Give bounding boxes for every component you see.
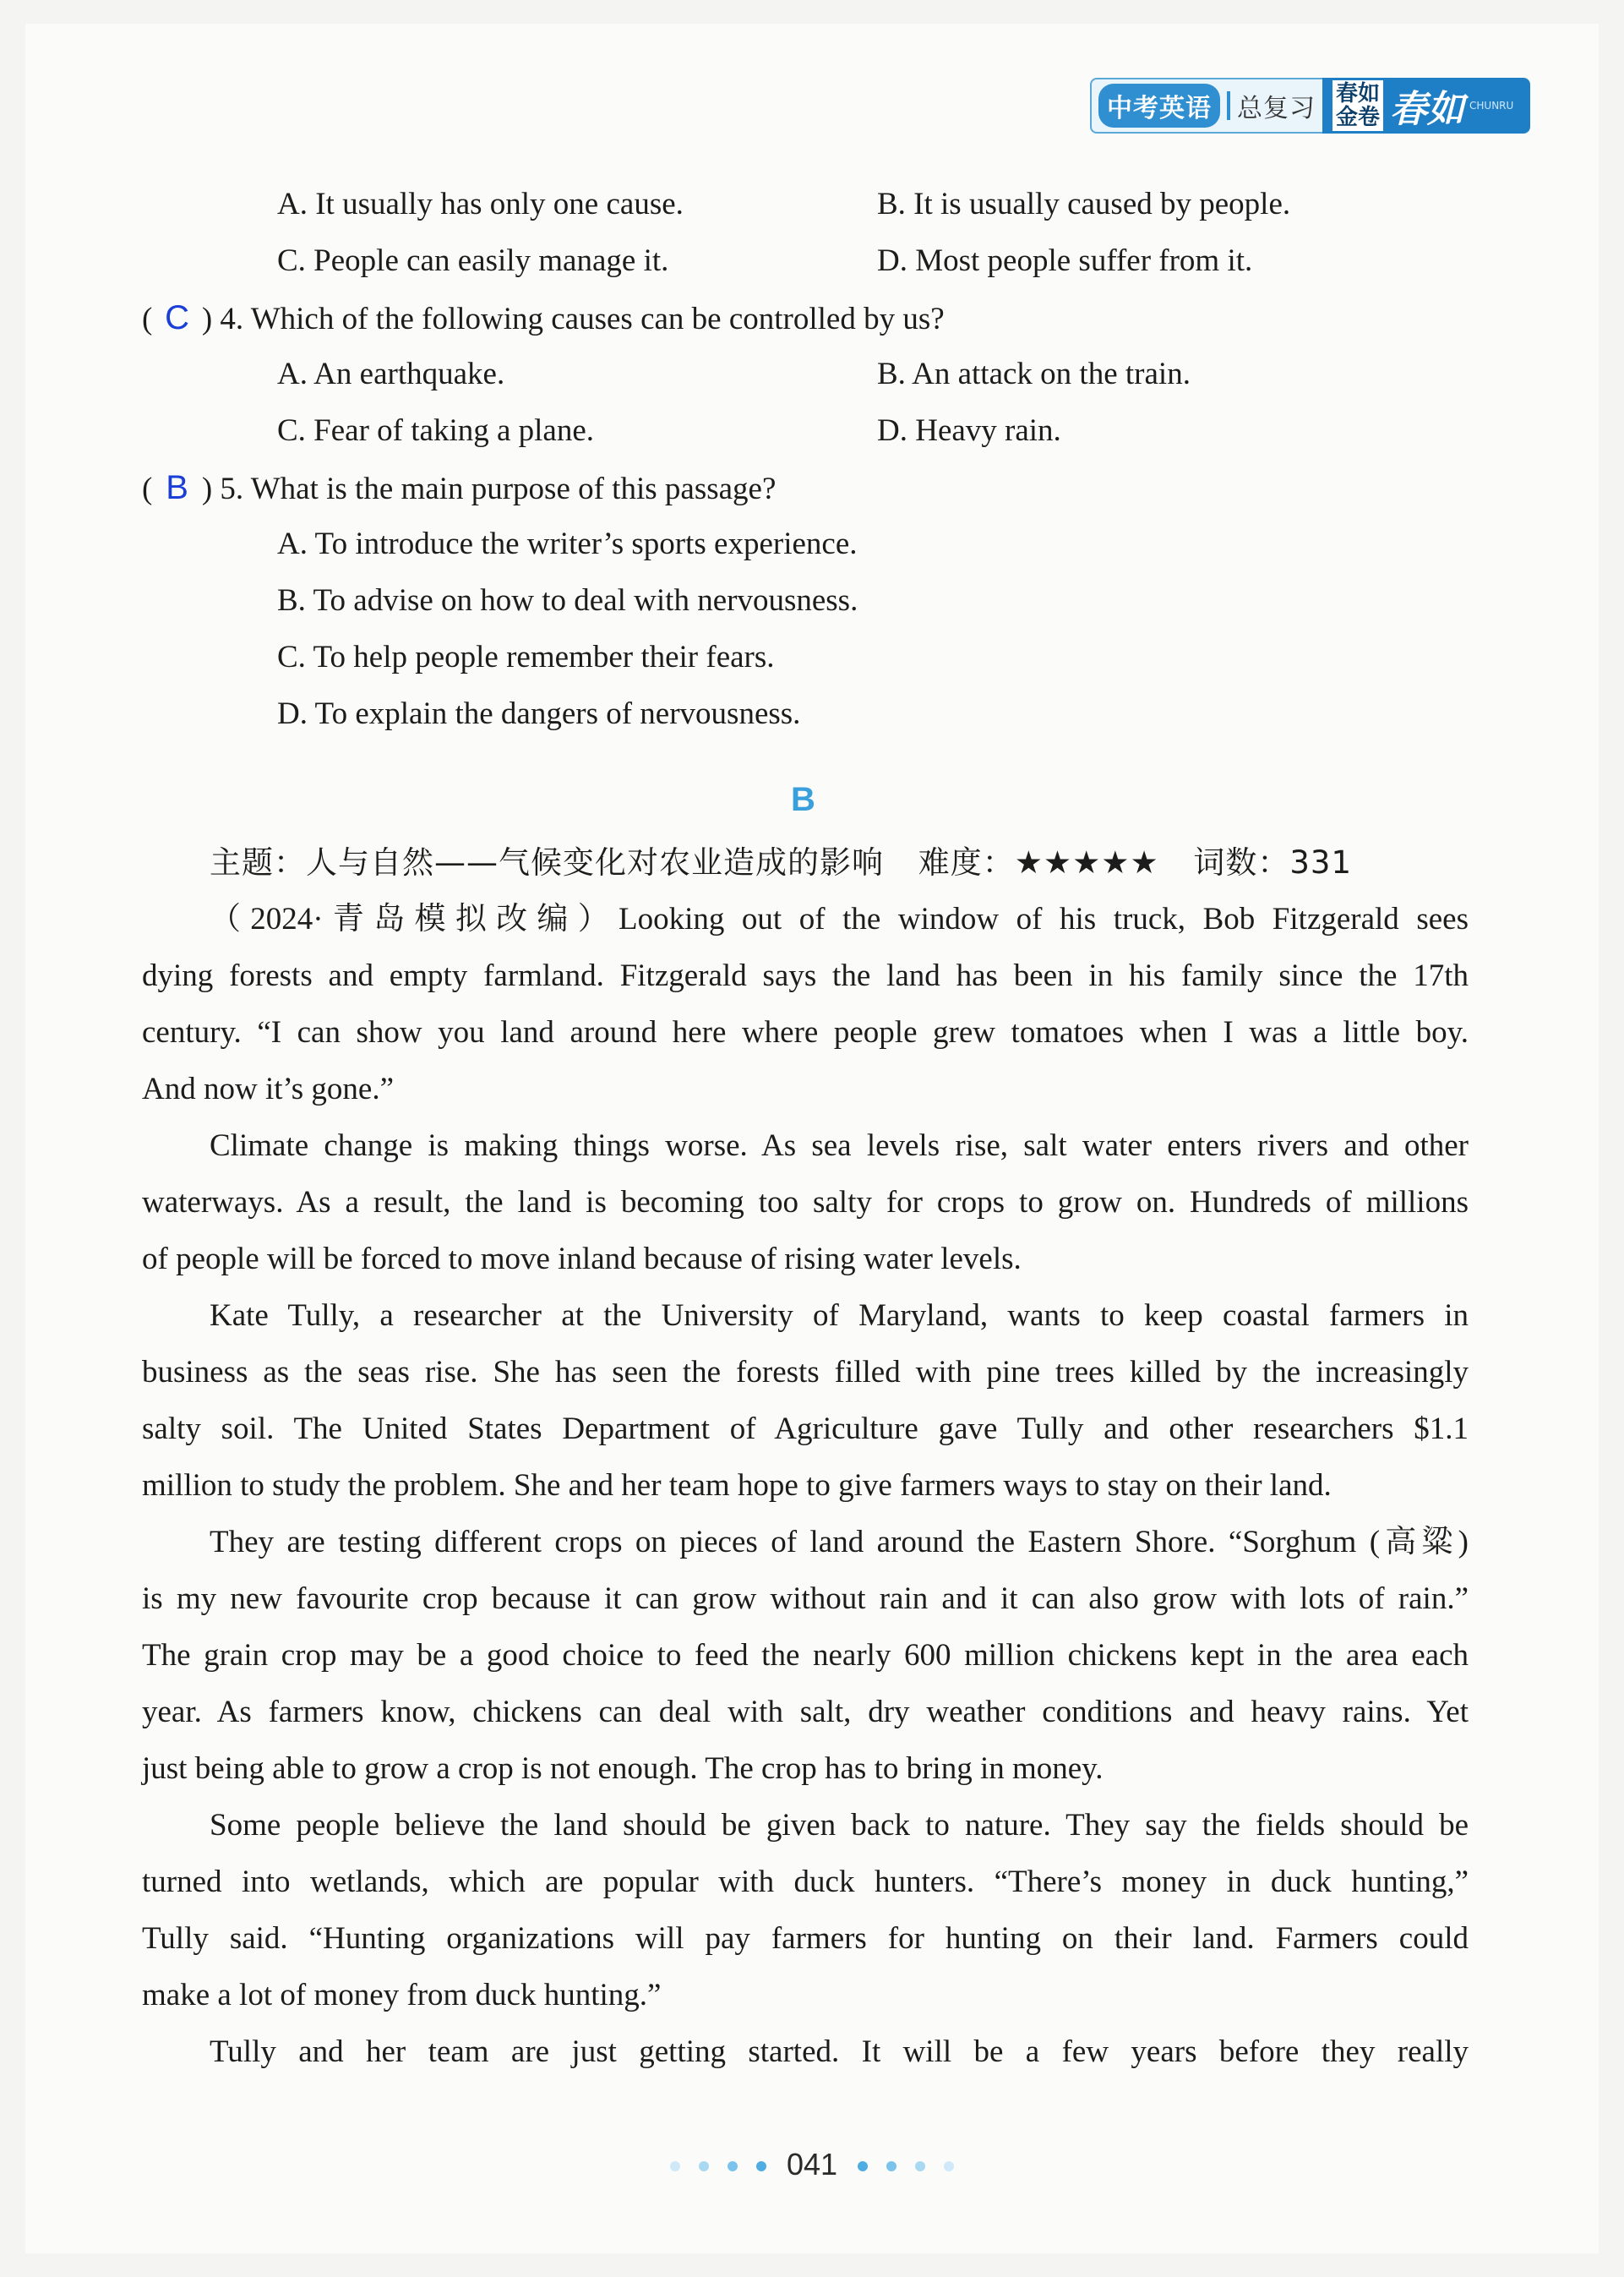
q5-option-b: B. To advise on how to deal with nervousness.	[277, 583, 858, 618]
answer-mark-q4: C	[165, 299, 190, 336]
q3-option-c: C. People can easily manage it.	[277, 243, 669, 278]
brand-stack: 春如 金卷	[1332, 80, 1383, 131]
passage-paragraph-3: Kate Tully, a researcher at the University of Maryland, wants to keep coastal farmers in business as the seas rise. She has seen the forests filled with pine trees killed by the increasingly salty soil. The United States Department of Agriculture gave Tully and other researchers $1.1 million to study the problem. She and her team hope to give farmers ways to stay on their land.	[142, 1298, 1469, 1503]
header-series: 中考英语	[1098, 84, 1220, 128]
passage-paragraph-4: They are testing different crops on pieces of land around the Eastern Shore. “Sorghum (高粱) is my new favourite crop because it can grow without rain and it can also grow with lots of rain.” The grain crop may be a good choice to feed the nearly 600 million chickens kept in the area each year. As farmers know, chickens can deal with salt, dry weather conditions and heavy rains. Yet just being able to grow a crop is not enough. The crop has to bring in money.	[142, 1525, 1469, 1786]
passage-difficulty: 难度：★★★★★	[918, 844, 1159, 881]
dot-icon	[728, 2161, 738, 2171]
dot-icon	[886, 2161, 896, 2171]
q3-option-d: D. Most people suffer from it.	[877, 243, 1253, 278]
dot-icon	[670, 2161, 680, 2171]
passage-paragraph-6: Tully and her team are just getting started. It will be a few years before they really	[210, 2034, 1469, 2069]
passage-paragraph-2: Climate change is making things worse. As sea levels rise, salt water enters rivers and other waterways. As a result, the land is becoming too salty for crops to grow on. Hundreds of millions of people will be forced to move inland because of rising water levels.	[142, 1128, 1469, 1276]
q5-option-a: A. To introduce the writer’s sports experience.	[277, 527, 858, 561]
page-number: 041	[786, 2147, 838, 2181]
brand-small-text: CHUNRU	[1469, 100, 1514, 112]
question-5: ( B ) 5. What is the main purpose of this passage?	[142, 469, 777, 506]
dot-icon	[944, 2161, 954, 2171]
q4-option-b: B. An attack on the train.	[877, 357, 1191, 391]
header-badge	[1090, 78, 1530, 134]
passage-topic: 主题：人与自然——气候变化对农业造成的影响	[210, 844, 884, 881]
q4-option-c: C. Fear of taking a plane.	[277, 413, 595, 448]
dot-icon	[756, 2161, 766, 2171]
passage-meta	[210, 837, 1376, 882]
header-divider	[1227, 91, 1230, 120]
q4-option-d: D. Heavy rain.	[877, 413, 1061, 448]
question-5-text: ) 5. What is the main purpose of this passage?	[201, 472, 777, 506]
brand-script: 春如	[1390, 88, 1465, 131]
header-series-tag	[1090, 78, 1322, 134]
question-4-text: ) 4. Which of the following causes can be controlled by us?	[201, 302, 945, 336]
q5-option-d: D. To explain the dangers of nervousness.	[277, 696, 801, 731]
q4-option-a: A. An earthquake.	[277, 357, 505, 391]
section-letter: B	[791, 781, 815, 818]
dot-icon	[915, 2161, 925, 2171]
brand-logo	[1322, 78, 1530, 134]
dot-icon	[699, 2161, 709, 2171]
page-footer	[0, 2147, 1624, 2182]
passage-paragraph-5: Some people believe the land should be given back to nature. They say the fields should be turned into wetlands, which are popular with duck hunters. “There’s money in duck hunting,” Tully said. “Hunting organizations will pay farmers for hunting on their land. Farmers could make a lot of money from duck hunting.”	[142, 1808, 1469, 2012]
passage-wordcount: 词数：331	[1193, 844, 1353, 881]
dot-icon	[858, 2161, 868, 2171]
q3-option-b: B. It is usually caused by people.	[877, 187, 1291, 221]
passage-paragraph-1: （2024·青岛模拟改编）Looking out of the window of his truck, Bob Fitzgerald sees dying forests and empty farmland. Fitzgerald says the land has been in his family since the 17th century. “I can show you land around here where people grew tomatoes when I was a little boy. And now it’s gone.”	[142, 902, 1469, 1106]
q3-option-a: A. It usually has only one cause.	[277, 187, 684, 221]
question-4: ( C ) 4. Which of the following causes can be controlled by us?	[142, 299, 945, 336]
header-subtitle: 总复习	[1237, 94, 1316, 123]
q5-option-c: C. To help people remember their fears.	[277, 640, 775, 674]
answer-mark-q5: B	[166, 469, 188, 506]
